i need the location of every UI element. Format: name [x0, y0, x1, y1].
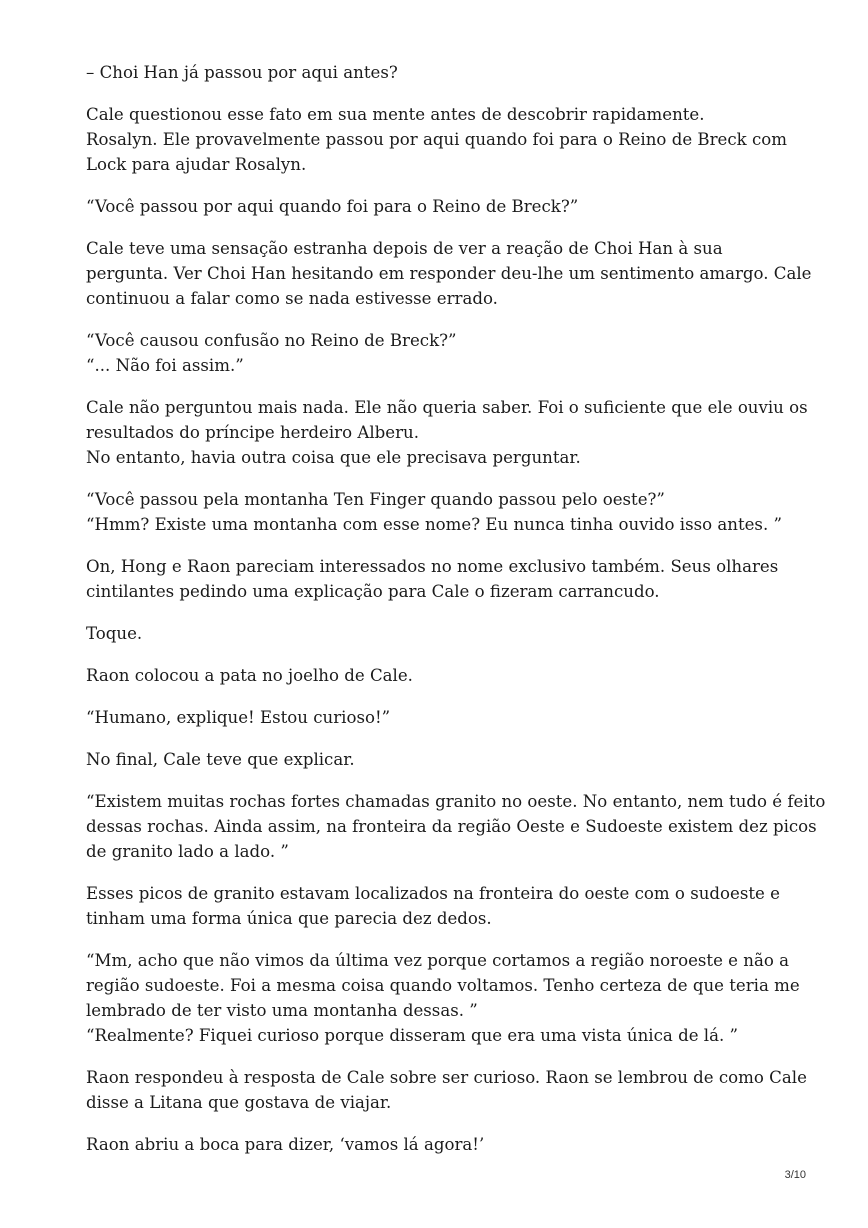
paragraph [86, 881, 798, 931]
paragraph [86, 621, 798, 646]
paragraph [86, 194, 798, 219]
text-line: Cale questionou esse fato em sua mente antes de descobrir rapidamente. [86, 105, 705, 124]
text-line: dessas rochas. Ainda assim, na fronteira da região Oeste e Sudoeste existem dez picos [86, 817, 817, 836]
paragraph [86, 554, 798, 604]
paragraph [86, 663, 798, 688]
text-line: região sudoeste. Foi a mesma coisa quando voltamos. Tenho certeza de que teria me [86, 976, 800, 995]
text-line: disse a Litana que gostava de viajar. [86, 1093, 392, 1112]
text-line: “Hmm? Existe uma montanha com esse nome? Eu nunca tinha ouvido isso antes. ” [86, 515, 782, 534]
text-line: lembrado de ter visto uma montanha dessas. ” [86, 1001, 478, 1020]
text-line: “... Não foi assim.” [86, 356, 244, 375]
paragraph [86, 705, 798, 730]
text-line: pergunta. Ver Choi Han hesitando em responder deu-lhe um sentimento amargo. Cale [86, 264, 812, 283]
paragraph [86, 747, 798, 772]
text-line: Cale teve uma sensação estranha depois de ver a reação de Choi Han à sua [86, 239, 723, 258]
text-line: Toque. [86, 624, 143, 643]
paragraph [86, 236, 812, 311]
text-line: resultados do príncipe herdeiro Alberu. [86, 423, 419, 442]
text-line: Esses picos de granito estavam localizados na fronteira do oeste com o sudoeste e [86, 884, 780, 903]
text-line: “Existem muitas rochas fortes chamadas granito no oeste. No entanto, nem tudo é feito [86, 792, 826, 811]
text-line: “Mm, acho que não vimos da última vez porque cortamos a região noroeste e não a [86, 951, 789, 970]
text-line: Cale não perguntou mais nada. Ele não queria saber. Foi o suficiente que ele ouviu os [86, 398, 808, 417]
paragraph [86, 1132, 798, 1157]
text-line: “Realmente? Fiquei curioso porque disseram que era uma vista única de lá. ” [86, 1026, 739, 1045]
text-line: Raon abriu a boca para dizer, ‘vamos lá agora!’ [86, 1135, 485, 1154]
text-line: Raon colocou a pata no joelho de Cale. [86, 666, 413, 685]
paragraph [86, 487, 798, 537]
text-line: Raon respondeu à resposta de Cale sobre ser curioso. Raon se lembrou de como Cale [86, 1068, 807, 1087]
text-line: No entanto, havia outra coisa que ele precisava perguntar. [86, 448, 581, 467]
page-number: 3/10 [784, 1169, 806, 1181]
paragraph [86, 102, 798, 177]
document-body [86, 60, 826, 1157]
text-line: “Humano, explique! Estou curioso!” [86, 708, 391, 727]
paragraph [86, 789, 826, 864]
text-line: “Você causou confusão no Reino de Breck?” [86, 331, 457, 350]
paragraph [86, 328, 798, 378]
text-line: tinham uma forma única que parecia dez dedos. [86, 909, 492, 928]
text-line: Rosalyn. Ele provavelmente passou por aqui quando foi para o Reino de Breck com [86, 130, 787, 149]
text-line: On, Hong e Raon pareciam interessados no nome exclusivo também. Seus olhares [86, 557, 779, 576]
text-line: “Você passou por aqui quando foi para o Reino de Breck?” [86, 197, 579, 216]
paragraph [86, 60, 798, 85]
text-line: Lock para ajudar Rosalyn. [86, 155, 307, 174]
paragraph [86, 395, 808, 470]
text-line: cintilantes pedindo uma explicação para Cale o fizeram carrancudo. [86, 582, 660, 601]
text-line: de granito lado a lado. ” [86, 842, 289, 861]
text-line: “Você passou pela montanha Ten Finger quando passou pelo oeste?” [86, 490, 665, 509]
paragraph [86, 948, 798, 1048]
paragraph [86, 1065, 807, 1115]
text-line: No final, Cale teve que explicar. [86, 750, 355, 769]
text-line: – Choi Han já passou por aqui antes? [86, 63, 398, 82]
text-line: continuou a falar como se nada estivesse errado. [86, 289, 498, 308]
